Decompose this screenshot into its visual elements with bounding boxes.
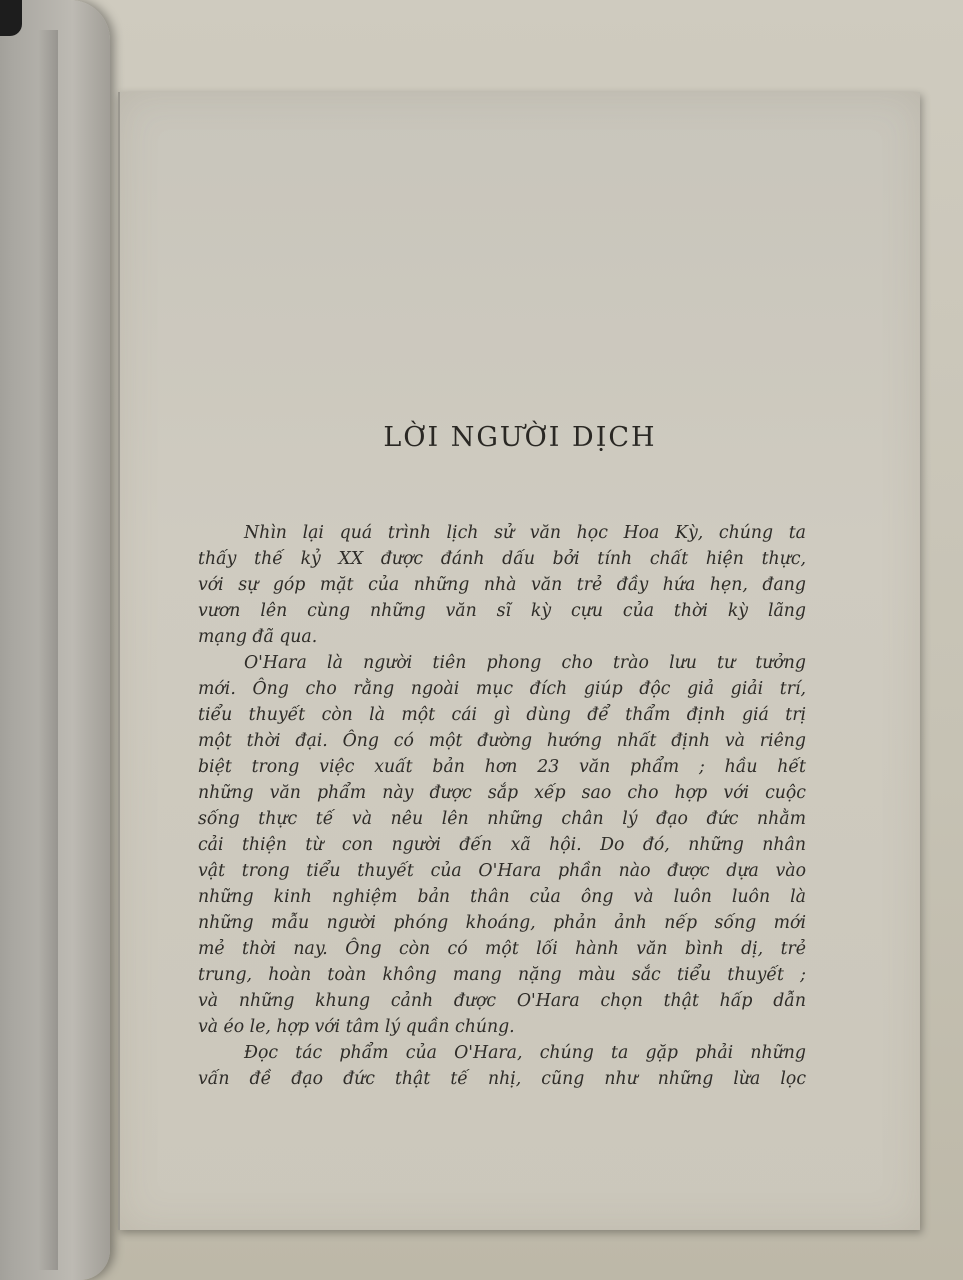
left-page-edge xyxy=(38,30,58,1270)
text-line: mới. Ông cho rằng ngoài mục đích giúp độc giả giải trí, xyxy=(198,679,806,699)
left-page xyxy=(0,0,110,1280)
text-line: O'Hara là người tiên phong cho trào lưu tư tưởng xyxy=(244,653,806,673)
corner-shadow xyxy=(0,0,22,36)
text-line: Nhìn lại quá trình lịch sử văn học Hoa Kỳ, chúng ta xyxy=(244,523,806,543)
text-line: sống thực tế và nêu lên những chân lý đạo đức nhằm xyxy=(198,809,806,829)
text-line: biệt trong việc xuất bản hơn 23 văn phẩm ; hầu hết xyxy=(198,757,806,777)
text-line: những mẫu người phóng khoáng, phản ảnh nếp sống mới xyxy=(198,913,806,933)
page-title: LỜI NGƯỜI DỊCH xyxy=(383,422,657,453)
text-line: mẻ thời nay. Ông còn có một lối hành văn bình dị, trẻ xyxy=(198,939,806,959)
text-line: những kinh nghiệm bản thân của ông và luôn luôn là xyxy=(198,887,806,907)
text-line: Đọc tác phẩm của O'Hara, chúng ta gặp phải những xyxy=(244,1043,806,1063)
paragraph-1 xyxy=(198,520,806,650)
paragraph-3 xyxy=(198,1040,806,1092)
text-line: mạng đã qua. xyxy=(198,627,318,647)
text-line: cải thiện từ con người đến xã hội. Do đó, những nhân xyxy=(198,835,806,855)
paragraph-2 xyxy=(198,650,806,1040)
text-line: một thời đại. Ông có một đường hướng nhất định và riêng xyxy=(198,731,806,751)
body-text xyxy=(198,520,806,1092)
text-line: vật trong tiểu thuyết của O'Hara phần nào được dựa vào xyxy=(198,861,806,881)
text-line: với sự góp mặt của những nhà văn trẻ đầy hứa hẹn, đang xyxy=(198,575,806,595)
text-line: và éo le, hợp với tâm lý quần chúng. xyxy=(198,1017,515,1037)
book-page xyxy=(118,92,920,1230)
text-line: tiểu thuyết còn là một cái gì dùng để thẩm định giá trị xyxy=(198,705,806,725)
text-line: và những khung cảnh được O'Hara chọn thật hấp dẫn xyxy=(198,991,806,1011)
text-line: vươn lên cùng những văn sĩ kỳ cựu của thời kỳ lãng xyxy=(198,601,806,621)
text-line: thấy thế kỷ XX được đánh dấu bởi tính chất hiện thực, xyxy=(198,549,806,569)
text-line: những văn phẩm này được sắp xếp sao cho hợp với cuộc xyxy=(198,783,806,803)
text-line: trung, hoàn toàn không mang nặng màu sắc tiểu thuyết ; xyxy=(198,965,806,985)
text-line: vấn đề đạo đức thật tế nhị, cũng như những lừa lọc xyxy=(198,1069,806,1089)
